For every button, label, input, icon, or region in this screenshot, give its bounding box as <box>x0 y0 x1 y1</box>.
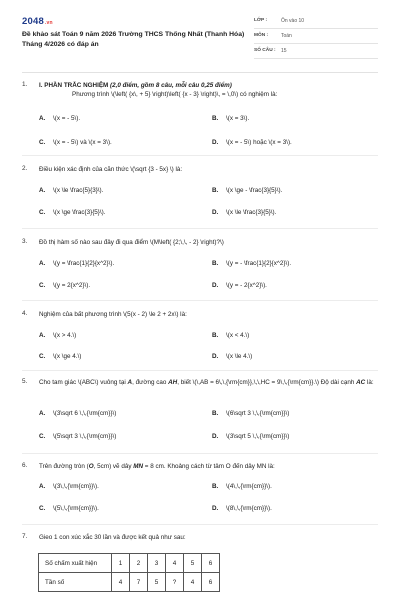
option-a[interactable]: A. \(3\,\,{\rm{cm}}\). <box>39 483 99 490</box>
question-count-label: SỐ CÂU : <box>254 48 276 53</box>
option-d[interactable]: D. \(y = - 2{x^2}\). <box>212 282 267 289</box>
table-header-cell: Tần số <box>39 573 112 592</box>
exam-title: Đề khảo sát Toán 9 năm 2026 Trường THCS Thống Nhất (Thanh Hóa) Tháng 4/2026 có đáp án <box>22 31 245 48</box>
option-c[interactable]: C. \(5\,\,{\rm{cm}}\). <box>39 505 99 512</box>
frequency-table <box>38 553 220 592</box>
exam-info-box <box>254 14 378 59</box>
question-text: Nghiệm của bất phương trình \(5(x - 2) \le 2 + 2x\) là: <box>39 311 187 318</box>
table-cell: 7 <box>130 573 148 592</box>
exam-header <box>22 14 378 68</box>
option-a[interactable]: A. \(x = - 5\). <box>39 115 81 122</box>
question-number: 5. <box>22 378 28 385</box>
table-row <box>39 573 220 592</box>
question-number: 1. <box>22 81 28 88</box>
divider <box>22 300 378 301</box>
table-cell: 5 <box>184 554 202 573</box>
question-number: 4. <box>22 310 28 317</box>
option-b[interactable]: B. \(x = 3\). <box>212 115 250 122</box>
option-c[interactable]: C. \(x \ge 4.\) <box>39 353 82 360</box>
option-c[interactable]: C. \(y = 2{x^2}\). <box>39 282 91 289</box>
option-c[interactable]: C. \(5\sqrt 3 \,\,{\rm{cm}}\) <box>39 433 117 440</box>
question-text: Cho tam giác \(ABC\) vuông tại A, đường cao AH, biết \(\,AB = 6\,\,{\rm{cm}},\,\,HC = 9\,\,{\rm{cm}}.\) Độ dài cạnh AC là: <box>39 379 374 386</box>
subject-label: MÔN : <box>254 33 269 38</box>
divider <box>22 228 378 229</box>
option-d[interactable]: D. \(x = - 5\) hoặc \(x = 3\). <box>212 139 292 146</box>
table-header-cell: Số chấm xuất hiện <box>39 554 112 573</box>
option-a[interactable]: A. \(x \le \frac{5}{3}\). <box>39 187 104 194</box>
option-b[interactable]: B. \(x < 4.\) <box>212 332 250 339</box>
option-d[interactable]: D. \(x \le \frac{3}{5}\). <box>212 209 277 216</box>
divider <box>22 155 378 156</box>
question-number: 7. <box>22 533 28 540</box>
info-row-subject <box>254 29 378 44</box>
table-cell: 5 <box>148 573 166 592</box>
option-d[interactable]: D. \(x \le 4.\) <box>212 353 253 360</box>
question-text: Điều kiện xác định của căn thức \(\sqrt {3 - 5x} \) là: <box>39 166 183 173</box>
class-value: Ôn vào 10 <box>281 18 305 24</box>
section-title <box>39 81 374 91</box>
table-cell: 2 <box>130 554 148 573</box>
question-number: 2. <box>22 165 28 172</box>
class-label: LỚP : <box>254 18 268 23</box>
option-d[interactable]: D. \(8\,\,{\rm{cm}}\). <box>212 505 272 512</box>
question-text: Đồ thị hàm số nào sau đây đi qua điểm \(M\left( {2;\,\, - 2} \right)?\) <box>39 239 224 246</box>
table-cell: 3 <box>148 554 166 573</box>
divider <box>22 370 378 371</box>
question-text: Phương trình \(\left( {x\, + 5} \right)\left( {x - 3} \right)\, = \,0\) có nghiệm là: <box>72 91 278 98</box>
table-cell: ? <box>166 573 184 592</box>
table-cell: 4 <box>112 573 130 592</box>
table-cell: 6 <box>202 573 220 592</box>
table-cell: 4 <box>184 573 202 592</box>
question-text: Gieo 1 con xúc xắc 30 lần và được kết quả như sau: <box>39 534 186 541</box>
question-number: 6. <box>22 462 28 469</box>
info-row-count <box>254 44 378 59</box>
option-a[interactable]: A. \(x > 4.\) <box>39 332 77 339</box>
header-divider <box>22 72 378 73</box>
option-c[interactable]: C. \(x \ge \frac{3}{5}\). <box>39 209 106 216</box>
section-note: (2,0 điểm, gồm 8 câu, mỗi câu 0,25 điểm) <box>110 82 232 89</box>
question-text: Trên đường tròn (O, 5cm) vẽ dây MN = 8 cm. Khoảng cách từ tâm O đến dây MN là: <box>39 463 275 470</box>
option-b[interactable]: B. \(6\sqrt 3 \,\,{\rm{cm}}\) <box>212 410 290 417</box>
divider <box>22 524 378 525</box>
option-a[interactable]: A. \(y = \frac{1}{2}{x^2}\). <box>39 260 115 267</box>
option-b[interactable]: B. \(x \ge - \frac{3}{5}\). <box>212 187 283 194</box>
divider <box>22 453 378 454</box>
option-c[interactable]: C. \(x = - 5\) và \(x = 3\). <box>39 139 112 146</box>
option-b[interactable]: B. \(y = - \frac{1}{2}{x^2}\). <box>212 260 292 267</box>
table-cell: 1 <box>112 554 130 573</box>
subject-value: Toán <box>281 33 292 39</box>
table-cell: 6 <box>202 554 220 573</box>
table-cell: 4 <box>166 554 184 573</box>
site-logo[interactable]: 2048.vn <box>22 16 53 27</box>
question-number: 3. <box>22 238 28 245</box>
info-row-class <box>254 14 378 29</box>
option-a[interactable]: A. \(3\sqrt 6 \,\,{\rm{cm}}\) <box>39 410 117 417</box>
question-count-value: 15 <box>281 48 287 54</box>
table-row <box>39 554 220 573</box>
option-d[interactable]: D. \(3\sqrt 5 \,\,{\rm{cm}}\) <box>212 433 290 440</box>
section-heading: I. PHẦN TRẮC NGHIỆM <box>39 82 109 89</box>
option-b[interactable]: B. \(4\,\,{\rm{cm}}\). <box>212 483 272 490</box>
